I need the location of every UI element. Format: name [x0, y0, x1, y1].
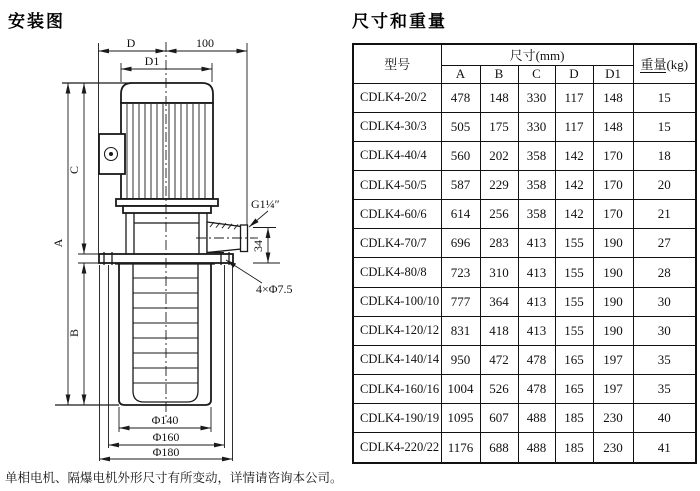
- cell-d: 142: [555, 170, 593, 199]
- cell-model: CDLK4-60/6: [353, 200, 441, 229]
- pump-outline: [62, 83, 248, 405]
- cell-a: 723: [441, 258, 480, 287]
- dim-label-d1: D1: [144, 54, 160, 68]
- dim-label-34: 34: [251, 240, 265, 252]
- pump-installation-drawing: [0, 34, 352, 466]
- lantern-bracket: [126, 213, 207, 254]
- cell-c: 478: [518, 345, 555, 374]
- cell-a: 831: [441, 316, 480, 345]
- cell-a: 950: [441, 345, 480, 374]
- cell-a: 614: [441, 200, 480, 229]
- cell-d: 185: [555, 433, 593, 463]
- cell-c: 330: [518, 83, 555, 112]
- cell-weight: 30: [633, 316, 696, 345]
- cell-weight: 30: [633, 287, 696, 316]
- table-row: [353, 258, 696, 287]
- table-row: [353, 375, 696, 404]
- cell-a: 696: [441, 229, 480, 258]
- cell-d1: 170: [593, 170, 633, 199]
- cell-d1: 190: [593, 316, 633, 345]
- cell-d1: 148: [593, 112, 633, 141]
- cell-d: 155: [555, 258, 593, 287]
- cell-d1: 170: [593, 200, 633, 229]
- cell-a: 777: [441, 287, 480, 316]
- cell-weight: 18: [633, 141, 696, 170]
- cell-d: 155: [555, 229, 593, 258]
- cell-model: CDLK4-100/10: [353, 287, 441, 316]
- cell-d: 142: [555, 200, 593, 229]
- cell-d1: 230: [593, 433, 633, 463]
- cell-weight: 40: [633, 404, 696, 433]
- cell-c: 413: [518, 316, 555, 345]
- cell-d: 155: [555, 316, 593, 345]
- header-model: 型号: [353, 44, 441, 83]
- header-col-a: A: [441, 65, 480, 83]
- cell-d: 165: [555, 345, 593, 374]
- dim-label-a: A: [51, 238, 65, 248]
- footer-note: 单相电机、隔爆电机外形尺寸有所变动，详情请咨询本公司。: [5, 471, 343, 485]
- cell-d1: 190: [593, 229, 633, 258]
- cell-a: 560: [441, 141, 480, 170]
- cell-d: 117: [555, 112, 593, 141]
- cell-d1: 197: [593, 345, 633, 374]
- table-row: [353, 345, 696, 374]
- cell-weight: 27: [633, 229, 696, 258]
- cell-model: CDLK4-40/4: [353, 141, 441, 170]
- cell-model: CDLK4-140/14: [353, 345, 441, 374]
- cell-d: 165: [555, 375, 593, 404]
- motor-base-flange: [116, 199, 218, 206]
- cell-model: CDLK4-80/8: [353, 258, 441, 287]
- cell-c: 358: [518, 200, 555, 229]
- cell-a: 505: [441, 112, 480, 141]
- table-row: [353, 112, 696, 141]
- cell-b: 364: [480, 287, 518, 316]
- cell-c: 330: [518, 112, 555, 141]
- cell-b: 175: [480, 112, 518, 141]
- cell-b: 472: [480, 345, 518, 374]
- cell-weight: 41: [633, 433, 696, 463]
- cell-weight: 20: [633, 170, 696, 199]
- cell-a: 587: [441, 170, 480, 199]
- cell-d: 155: [555, 287, 593, 316]
- cell-model: CDLK4-190/19: [353, 404, 441, 433]
- cell-b: 526: [480, 375, 518, 404]
- table-row: [353, 141, 696, 170]
- cell-model: CDLK4-50/5: [353, 170, 441, 199]
- cell-d1: 170: [593, 141, 633, 170]
- cell-c: 488: [518, 404, 555, 433]
- cell-model: CDLK4-70/7: [353, 229, 441, 258]
- header-col-c: C: [518, 65, 555, 83]
- dim-label-b: B: [67, 328, 81, 338]
- cell-a: 1095: [441, 404, 480, 433]
- motor-pedestal: [123, 206, 211, 213]
- cell-a: 478: [441, 83, 480, 112]
- cell-model: CDLK4-120/12: [353, 316, 441, 345]
- header-col-b: B: [480, 65, 518, 83]
- cell-d1: 230: [593, 404, 633, 433]
- table-row: [353, 229, 696, 258]
- header-col-d: D: [555, 65, 593, 83]
- dim-label-d: D: [126, 36, 136, 50]
- cell-weight: 35: [633, 345, 696, 374]
- table-header: [353, 44, 696, 83]
- cell-d1: 148: [593, 83, 633, 112]
- cell-b: 607: [480, 404, 518, 433]
- cell-d: 117: [555, 83, 593, 112]
- header-weight-unit: (kg): [666, 57, 689, 73]
- cell-model: CDLK4-20/2: [353, 83, 441, 112]
- cell-c: 478: [518, 375, 555, 404]
- cell-weight: 21: [633, 200, 696, 229]
- dim-label-100: 100: [196, 36, 214, 50]
- dim-label-c: C: [67, 165, 81, 175]
- dim-label-phi180: Φ180: [152, 445, 180, 459]
- table-row: [353, 404, 696, 433]
- dim-label-phi140: Φ140: [151, 413, 179, 427]
- cell-b: 418: [480, 316, 518, 345]
- cell-model: CDLK4-30/3: [353, 112, 441, 141]
- cell-b: 688: [480, 433, 518, 463]
- cell-model: CDLK4-160/16: [353, 375, 441, 404]
- cell-weight: 15: [633, 83, 696, 112]
- cell-b: 283: [480, 229, 518, 258]
- header-weight: [633, 44, 696, 83]
- installation-diagram-title: 安装图: [8, 12, 65, 32]
- cell-model: CDLK4-220/22: [353, 433, 441, 463]
- cell-c: 358: [518, 141, 555, 170]
- cell-b: 148: [480, 83, 518, 112]
- cell-c: 413: [518, 258, 555, 287]
- cell-d1: 197: [593, 375, 633, 404]
- cell-c: 413: [518, 229, 555, 258]
- cell-d1: 190: [593, 258, 633, 287]
- thread-label: G1¼″: [251, 197, 280, 211]
- cell-c: 488: [518, 433, 555, 463]
- header-weight-cn: 重量: [640, 57, 667, 73]
- cell-a: 1176: [441, 433, 480, 463]
- cell-d: 142: [555, 141, 593, 170]
- cell-b: 229: [480, 170, 518, 199]
- table-row: [353, 316, 696, 345]
- cell-b: 256: [480, 200, 518, 229]
- cell-a: 1004: [441, 375, 480, 404]
- terminal-box-gland-center: [109, 152, 113, 156]
- dimensions-weight-table: [352, 43, 697, 464]
- cell-weight: 35: [633, 375, 696, 404]
- dim-label-phi160: Φ160: [152, 430, 180, 444]
- table-body: [353, 83, 696, 463]
- bolt-holes-label: 4×Φ7.5: [256, 282, 293, 296]
- cell-b: 202: [480, 141, 518, 170]
- motor-cap: [121, 83, 213, 103]
- dimensions-weight-title: 尺寸和重量: [352, 12, 447, 32]
- stage-lines: [133, 278, 198, 383]
- table-row: [353, 433, 696, 463]
- stage-stack: [133, 264, 198, 402]
- cell-c: 358: [518, 170, 555, 199]
- table-row: [353, 200, 696, 229]
- cell-d1: 190: [593, 287, 633, 316]
- table-row: [353, 170, 696, 199]
- header-col-d1: D1: [593, 65, 633, 83]
- cell-c: 413: [518, 287, 555, 316]
- cell-weight: 15: [633, 112, 696, 141]
- header-size-group: 尺寸(mm): [441, 44, 633, 65]
- table-row: [353, 287, 696, 316]
- table-row: [353, 83, 696, 112]
- cell-b: 310: [480, 258, 518, 287]
- cell-weight: 28: [633, 258, 696, 287]
- cell-d: 185: [555, 404, 593, 433]
